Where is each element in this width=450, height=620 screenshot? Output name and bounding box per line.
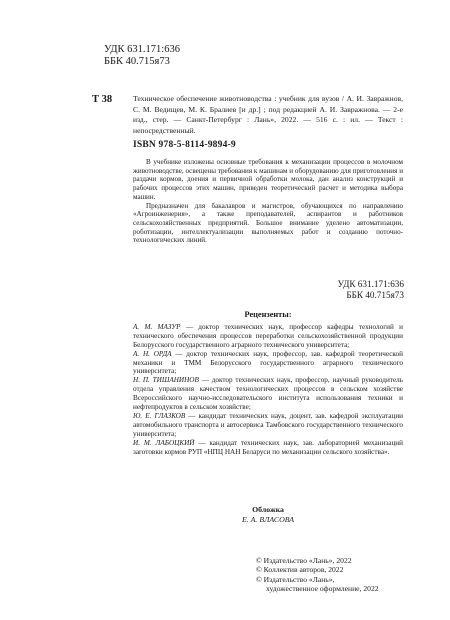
reviewers-title: Рецензенты: bbox=[244, 310, 292, 319]
udk-bbk-header bbox=[104, 44, 180, 68]
annotation-paragraph: В учебнике изложены основные требования к механизации процессов в молочном животноводстве, освещены требования к машинам и оборудованию для приготовления и раздачи кормов, доения и первичной обработки молока, дан анализ конструкций и рабочих процессов этих машин, приведен теоретический расчет и методика выбора машин. bbox=[133, 158, 403, 201]
cover-artist: Е. А. ВЛАСОВА bbox=[242, 514, 294, 524]
bbk-code: ББК 40.715я73 bbox=[346, 289, 404, 300]
reviewers-section bbox=[133, 311, 403, 457]
reviewer-description: — доктор технических наук, профессор, научный руководитель отдела управления качеством технологических процессов в сельском хозяйстве Всероссийского научно-исследовательского института использования техники и нефтепродуктов в сельском хозяйстве; bbox=[133, 376, 404, 412]
copyright-line: © Коллектив авторов, 2022 bbox=[256, 565, 344, 575]
isbn: ISBN 978-5-8114-9894-9 bbox=[133, 140, 236, 150]
reviewer-description: — доктор технических наук, профессор, зав. кафедрой теоретической механики и ТММ Белорусского государственного аграрного технического университета; bbox=[133, 349, 403, 376]
annotation-paragraph: Предназначен для бакалавров и магистров, обучающихся по направлению «Агроинженерия», а также преподавателей, аспирантов и работников сельскохозяйственных предприятий. Большое внимание уделено автоматизации, роботизации, интеллектуализации выполняемых работ и созданию поточно-технологических линий. bbox=[133, 201, 403, 245]
reviewer-description: — доктор технических наук, профессор кафедры технологий и технического обеспечения процессов переработки сельскохозяйственной продукции Белорусского государственного аграрного технического университета; bbox=[133, 322, 403, 349]
reviewer-entry bbox=[133, 376, 403, 412]
udk-code: УДК 631.171:636 bbox=[104, 44, 180, 55]
copyright-line: художественное оформление, 2022 bbox=[266, 583, 379, 593]
copyright-line: © Издательство «Лань», bbox=[256, 574, 335, 584]
annotation bbox=[133, 158, 403, 245]
bibliographic-record: Техническое обеспечение животноводства : учебник для вузов / А. И. Завражнов, С. М. Ведищев, М. К. Бралиев [и др.] ; под редакцией А. И. Завражнова. — 2-е изд., стер. — Санкт-Петербург : Лань», 2022. — 516 с. : ил. — Текст : непосредственный. bbox=[133, 94, 403, 135]
reviewer-entry bbox=[133, 439, 403, 457]
reviewer-name: Н. П. ТИШАНИНОВ bbox=[133, 376, 199, 385]
copyright-block bbox=[256, 556, 406, 593]
reviewer-description: — кандидат технических наук, доцент, зав. кафедрой эксплуатации автомобильного транспорта и автосервиса Тамбовского государственного технического университета; bbox=[133, 411, 404, 438]
cover-credit bbox=[133, 505, 403, 524]
copyright-line: © Издательство «Лань», 2022 bbox=[256, 556, 352, 565]
reviewer-entry bbox=[133, 350, 403, 377]
reviewer-name: А. Н. ОРДА bbox=[133, 349, 172, 358]
reviewers-list bbox=[133, 323, 403, 457]
reviewer-description: — кандидат технических наук, зав. лабораторией механизаций заготовки кормов РУП «НПЦ НАН Беларуси по механизации сельского хозяйства». bbox=[133, 438, 403, 456]
bbk-code: ББК 40.715я73 bbox=[104, 56, 170, 67]
cover-title: Обложка bbox=[252, 505, 284, 514]
udk-code: УДК 631.171:636 bbox=[337, 279, 404, 289]
reviewer-entry bbox=[133, 323, 403, 350]
author-mark: Т 38 bbox=[92, 94, 113, 105]
udk-bbk-block bbox=[300, 279, 404, 300]
reviewer-entry bbox=[133, 412, 403, 439]
reviewer-name: А. М. МАЗУР bbox=[133, 322, 181, 331]
reviewer-name: И. М. ЛАБОЦКИЙ bbox=[133, 438, 195, 447]
reviewer-name: Ю. Е. ГЛАЗКОВ bbox=[133, 411, 186, 420]
